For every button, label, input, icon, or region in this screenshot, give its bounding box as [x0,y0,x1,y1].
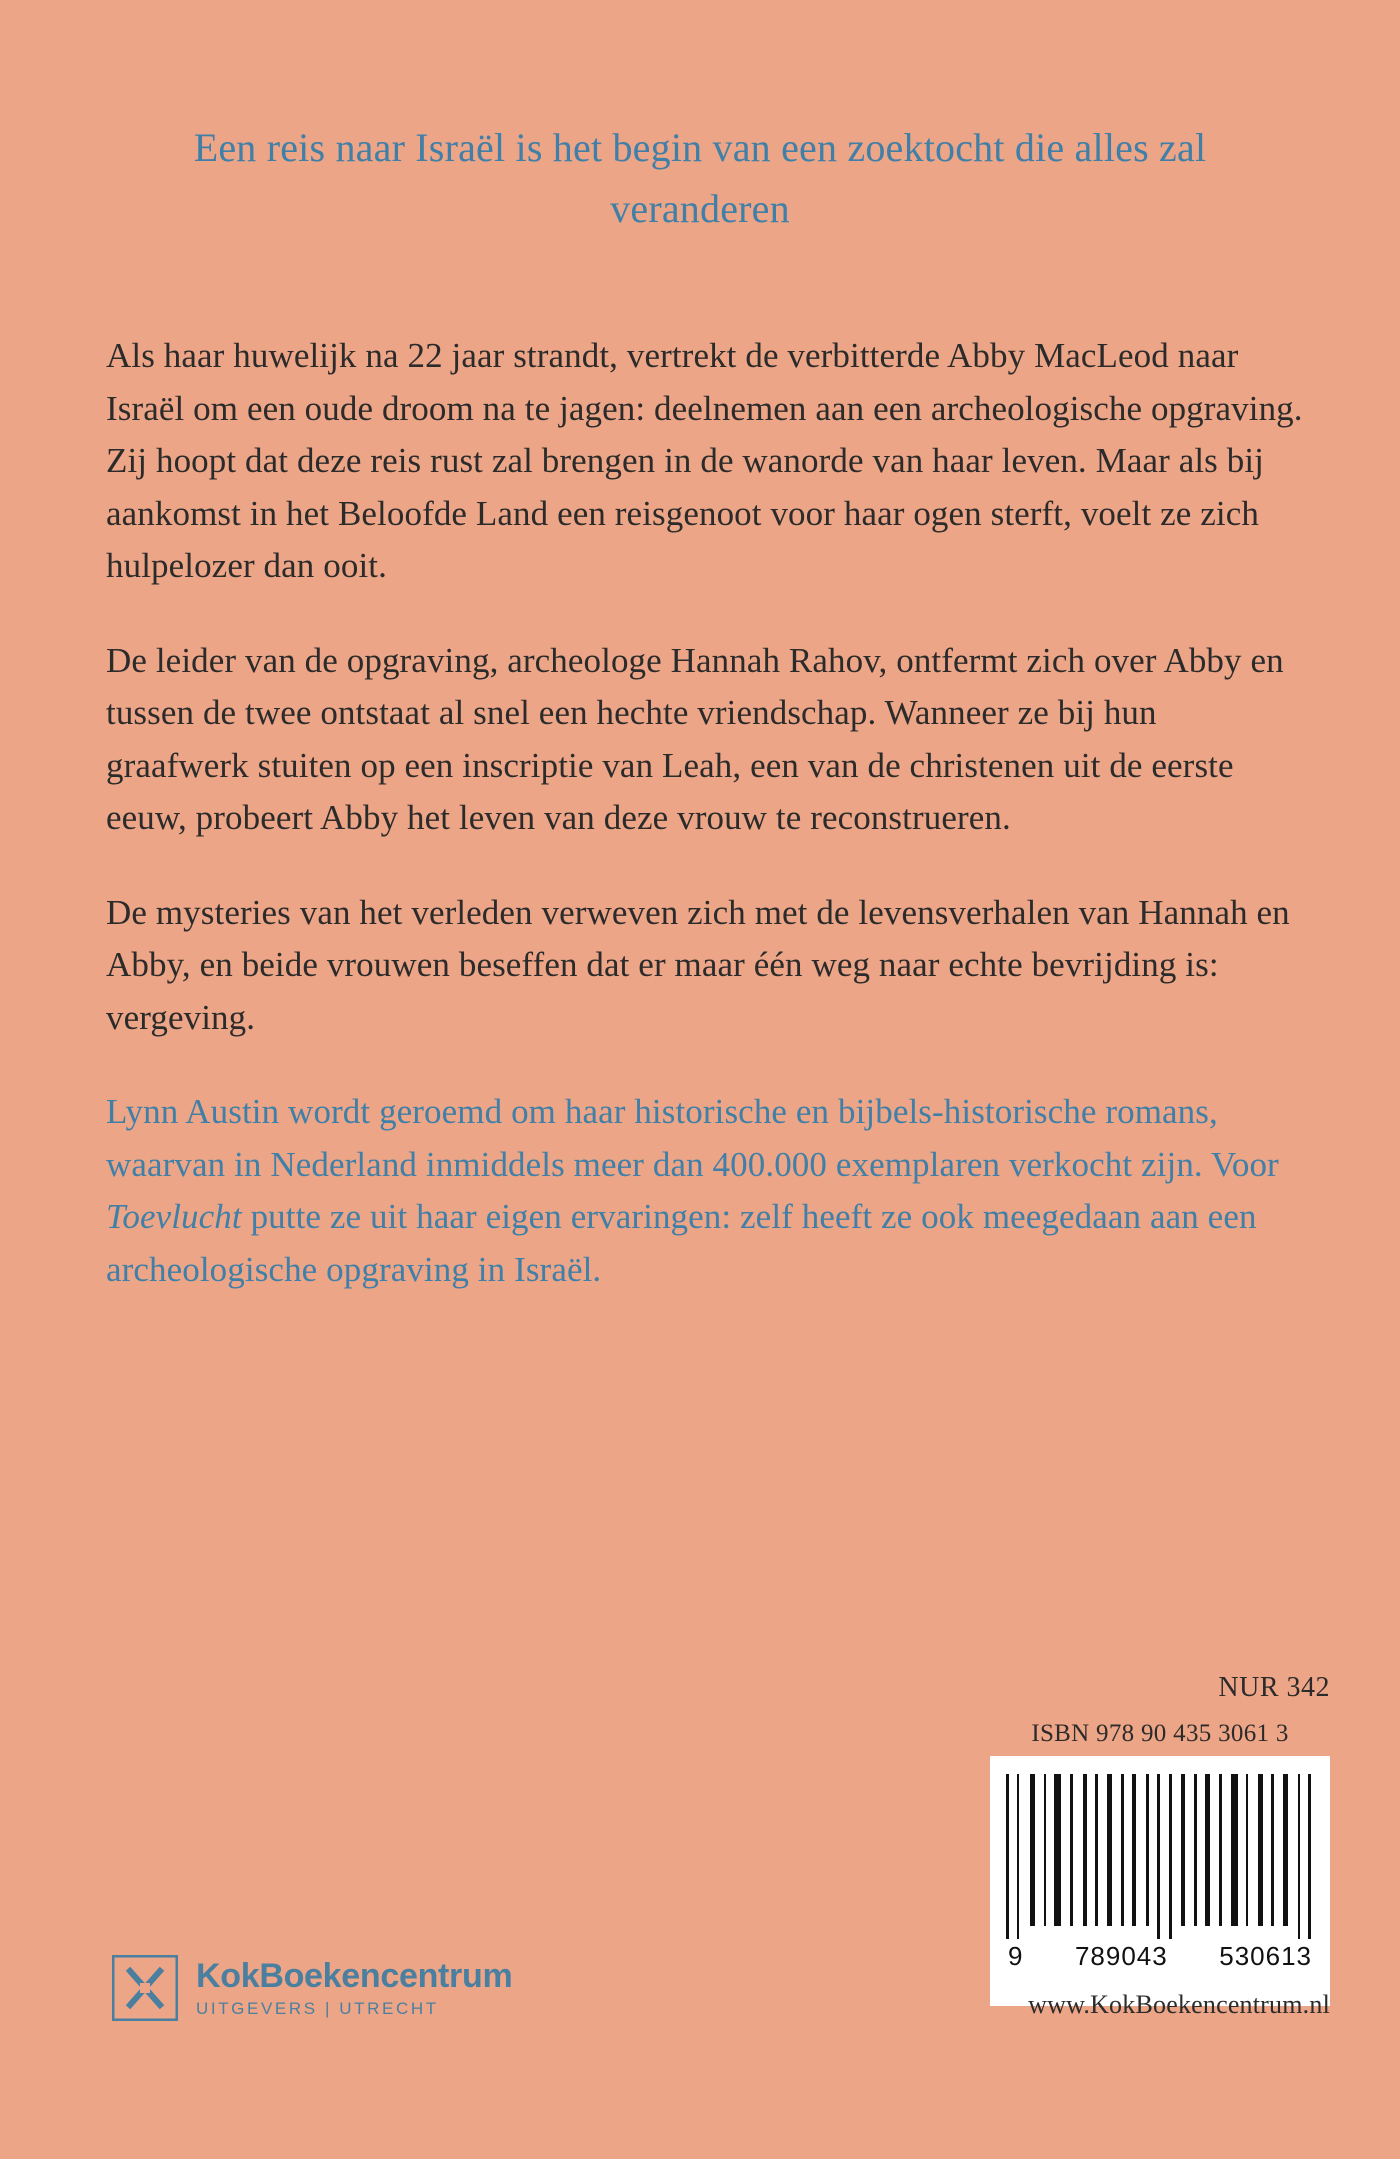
barcode-digits-mid: 789043 [1074,1941,1168,1971]
tagline: Een reis naar Israël is het begin van een zoektocht die alles zal veranderen [193,125,1207,231]
barcode-digit-left: 9 [1008,1941,1024,1971]
blurb-paragraph-4-part-1: Lynn Austin wordt geroemd om haar historische en bijbels-historische romans, waarvan in Nederland inmiddels meer dan 400.000 exemplaren verkocht zijn. Voor [106,1092,1279,1184]
publisher-website[interactable]: www.KokBoekencentrum.nl [1028,1990,1330,2019]
blurb-paragraph-2: De leider van de opgraving, archeologe Hannah Rahov, ontfermt zich over Abby en tussen de twee ontstaat al snel een hechte vriendschap. Wanneer ze bij hun graafwerk stuiten op een inscriptie van Leah, een van de christenen uit de eerste eeuw, probeert Abby het leven van deze vrouw te reconstrueren. [106,640,1284,837]
barcode-digits [1006,1939,1314,1972]
isbn-text: ISBN 978 90 435 3061 3 [1031,1720,1289,1747]
barcode-digits-right: 530613 [1219,1941,1312,1971]
barcode-block [990,1720,1330,2006]
kok-logo-icon [112,1955,178,2021]
blurb-paragraph-3: De mysteries van het verleden verweven zich met de levensverhalen van Hannah en Abby, en beide vrouwen beseffen dat er maar één weg naar echte bevrijding is: vergeving. [106,892,1290,1037]
barcode-bars [1006,1774,1314,1939]
barcode-image [990,1756,1330,2006]
blurb-paragraph-1: Als haar huwelijk na 22 jaar strandt, vertrekt de verbitterde Abby MacLeod naar Israël om een oude droom na te jagen: deelnemen aan een archeologische opgraving. Zij hoopt dat deze reis rust zal brengen in de wanorde van haar leven. Maar als bij aankomst in het Beloofde Land een reisgenoot voor haar ogen sterft, voelt ze zich hulpelozer dan ooit. [106,336,1303,585]
blurb-paragraph-4 [106,1086,1306,1296]
book-title-italic: Toevlucht [106,1197,242,1236]
publisher-logo [112,1955,512,2021]
publisher-text [196,1959,512,2017]
publisher-subtitle: UITGEVERS | UTRECHT [196,1999,439,2018]
blurb-text [106,330,1306,1338]
publisher-name: KokBoekencentrum [196,1957,513,1995]
blurb-paragraph-4-part-2: putte ze uit haar eigen ervaringen: zelf heeft ze ook meegedaan aan een archeologische opgraving in Israël. [106,1197,1257,1289]
nur-code: NUR 342 [1218,1672,1330,1703]
